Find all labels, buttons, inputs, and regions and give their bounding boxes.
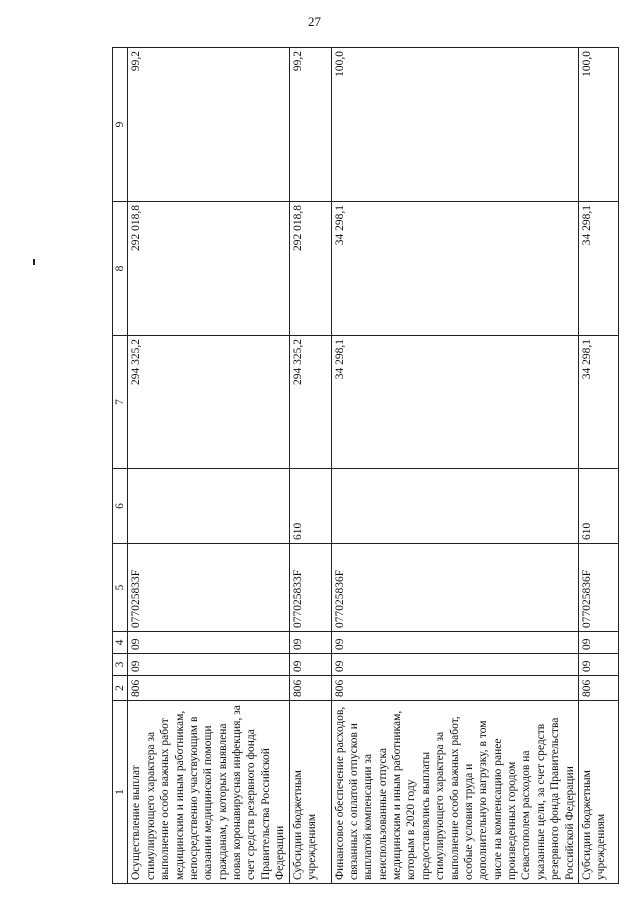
actual-amount-cell: 292 018,8 — [289, 202, 331, 336]
column-header: 3 — [113, 654, 128, 676]
target-article-cell: 077025833F — [289, 544, 331, 632]
execution-percent-cell: 99,2 — [289, 48, 331, 202]
column-header: 8 — [113, 202, 128, 336]
expense-type-cell — [331, 469, 578, 544]
table-row — [331, 48, 578, 884]
admin-code-cell: 806 — [289, 676, 331, 701]
row-description: Финансовое обеспечение расходов, связанных с оплатой отпусков и выплатой компенсации за неиспользованные отпуска медицинским и иным работникам, которым в 2020 году предоставлялись выплаты стимулирующего характера за выполнение особо важных работ, особые условия труда и дополнительную нагрузку, в том числе на компенсацию ранее произведенных городом Севастополем расходов на указанные цели, за счет средств резервного фонда Правительства Российской Федерации — [331, 701, 578, 884]
subsection-cell: 09 — [331, 632, 578, 654]
column-header: 7 — [113, 336, 128, 469]
section-cell: 09 — [128, 654, 289, 676]
section-cell: 09 — [289, 654, 331, 676]
plan-amount-cell: 34 298,1 — [578, 336, 618, 469]
row-description: Субсидии бюджетным учреждениям — [578, 701, 618, 884]
table-row — [578, 48, 618, 884]
rotated-table-container — [112, 48, 608, 884]
rotated-table — [112, 48, 608, 884]
target-article-cell: 077025836F — [578, 544, 618, 632]
plan-amount-cell: 34 298,1 — [331, 336, 578, 469]
scan-speck — [33, 259, 35, 265]
table-row — [289, 48, 331, 884]
section-cell: 09 — [578, 654, 618, 676]
plan-amount-cell: 294 325,2 — [128, 336, 289, 469]
row-description: Осуществление выплат стимулирующего характера за выполнение особо важных работ медицинским и иным работникам, непосредственно участвующим в оказании медицинской помощи гражданам, у которых выявлена новая коронавирусная инфекция, за счет средств резервного фонда Правительства Российской Федерации — [128, 701, 289, 884]
subsection-cell: 09 — [128, 632, 289, 654]
row-description: Субсидии бюджетным учреждениям — [289, 701, 331, 884]
column-header: 1 — [113, 701, 128, 884]
column-header: 9 — [113, 48, 128, 202]
table-header-row — [113, 48, 128, 884]
subsection-cell: 09 — [578, 632, 618, 654]
plan-amount-cell: 294 325,2 — [289, 336, 331, 469]
column-header: 5 — [113, 544, 128, 632]
execution-percent-cell: 99,2 — [128, 48, 289, 202]
subsection-cell: 09 — [289, 632, 331, 654]
budget-table — [112, 47, 619, 884]
target-article-cell: 077025833F — [128, 544, 289, 632]
column-header: 2 — [113, 676, 128, 701]
execution-percent-cell: 100,0 — [578, 48, 618, 202]
expense-type-cell: 610 — [289, 469, 331, 544]
section-cell: 09 — [331, 654, 578, 676]
actual-amount-cell: 34 298,1 — [578, 202, 618, 336]
admin-code-cell: 806 — [331, 676, 578, 701]
execution-percent-cell: 100,0 — [331, 48, 578, 202]
actual-amount-cell: 34 298,1 — [331, 202, 578, 336]
target-article-cell: 077025836F — [331, 544, 578, 632]
expense-type-cell — [128, 469, 289, 544]
column-header: 6 — [113, 469, 128, 544]
page-number: 27 — [308, 14, 321, 29]
admin-code-cell: 806 — [578, 676, 618, 701]
actual-amount-cell: 292 018,8 — [128, 202, 289, 336]
column-header: 4 — [113, 632, 128, 654]
table-row — [128, 48, 289, 884]
admin-code-cell: 806 — [128, 676, 289, 701]
expense-type-cell: 610 — [578, 469, 618, 544]
